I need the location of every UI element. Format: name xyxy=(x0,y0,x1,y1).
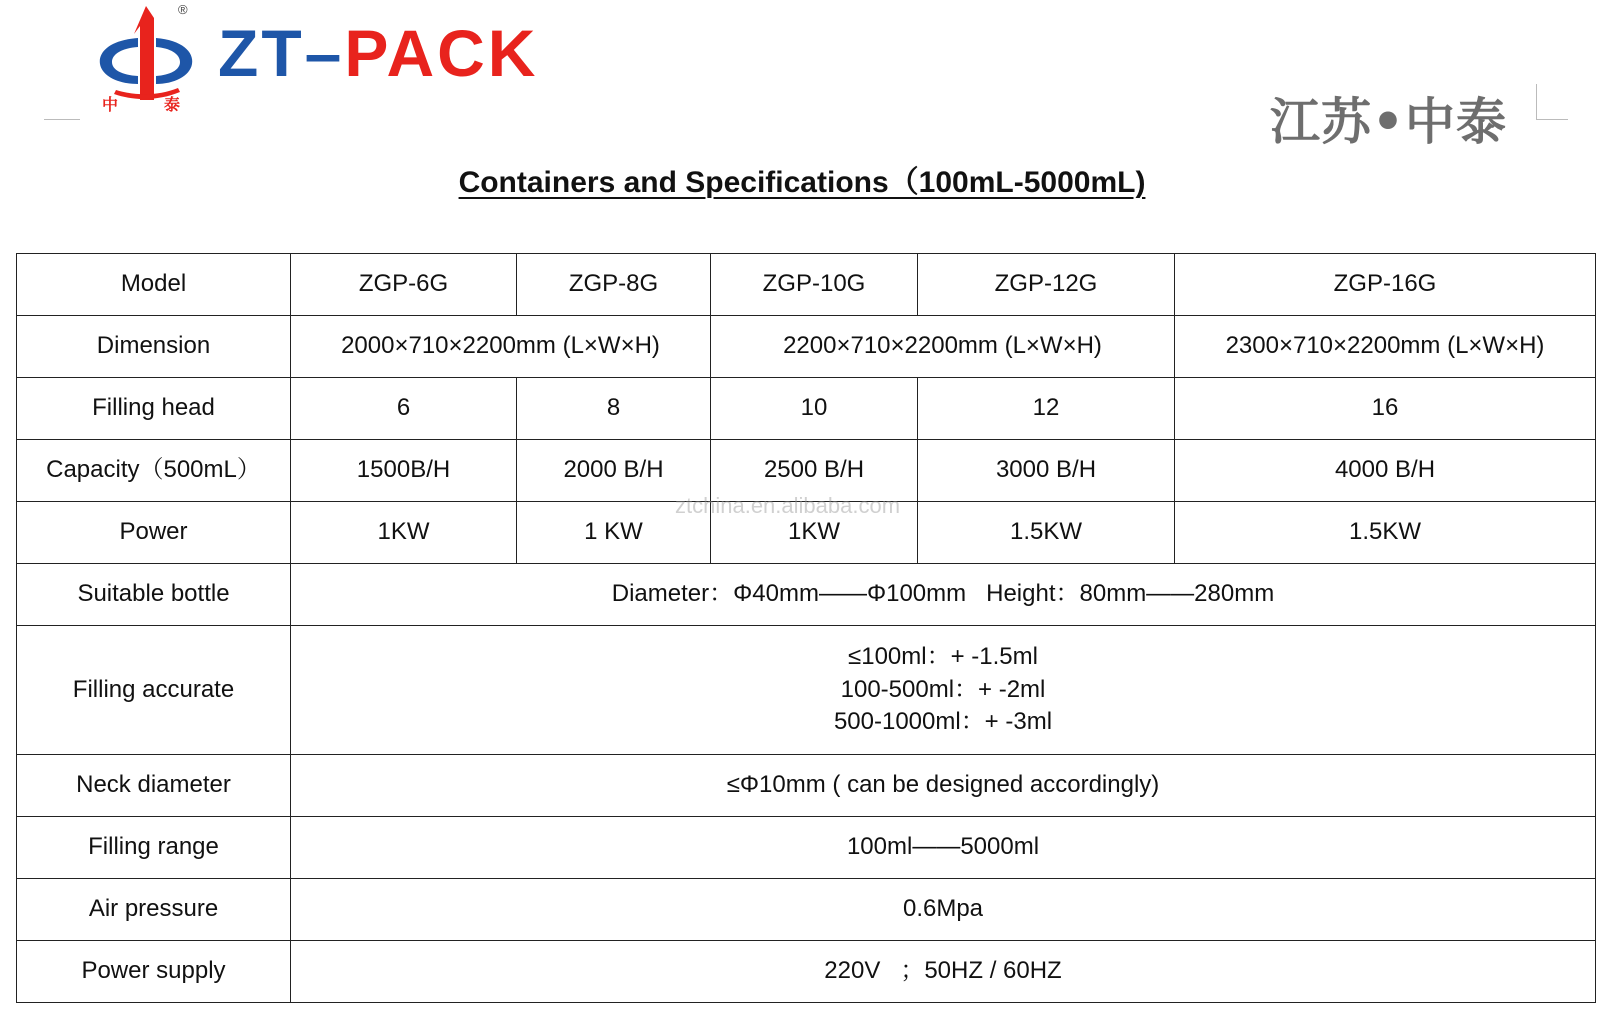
table-row xyxy=(17,316,1596,378)
dimension-cell: 2300×710×2200mm (L×W×H) xyxy=(1175,316,1596,378)
filling-accurate-line: 100-500ml：+ -2ml xyxy=(840,675,1046,703)
zt-logo-icon xyxy=(96,4,196,114)
header-rule-right xyxy=(1536,119,1568,120)
neck-diameter-cell: ≤Φ10mm ( can be designed accordingly) xyxy=(291,755,1596,817)
table-row xyxy=(17,254,1596,316)
power-cell: 1.5KW xyxy=(1175,502,1596,564)
model-cell: ZGP-12G xyxy=(918,254,1175,316)
filling-head-cell: 10 xyxy=(711,378,918,440)
filling-head-cell: 16 xyxy=(1175,378,1596,440)
table-row xyxy=(17,564,1596,626)
document-title xyxy=(0,168,1604,198)
power-supply-cell: 220V ；50HZ / 60HZ xyxy=(291,941,1596,1003)
row-label-dimension: Dimension xyxy=(17,316,291,378)
table-row xyxy=(17,626,1596,755)
filling-accurate-line: 500-1000ml：+ -3ml xyxy=(833,708,1053,736)
filling-accurate-cell xyxy=(291,626,1596,755)
logo-char-right: 泰 xyxy=(164,95,181,114)
dimension-cell: 2200×710×2200mm (L×W×H) xyxy=(711,316,1175,378)
filling-head-cell: 8 xyxy=(517,378,711,440)
capacity-cell: 2000 B/H xyxy=(517,440,711,502)
model-cell: ZGP-6G xyxy=(291,254,517,316)
row-label-neck-diameter: Neck diameter xyxy=(17,755,291,817)
row-label-capacity: Capacity（500mL） xyxy=(17,440,291,502)
power-cell: 1.5KW xyxy=(918,502,1175,564)
row-label-suitable-bottle: Suitable bottle xyxy=(17,564,291,626)
row-label-filling-range: Filling range xyxy=(17,817,291,879)
filling-head-cell: 6 xyxy=(291,378,517,440)
power-cell: 1KW xyxy=(291,502,517,564)
company-name-cn: 江苏•中泰 xyxy=(1270,93,1507,151)
watermark-text: ztchina.en.alibaba.com xyxy=(675,493,901,518)
filling-head-cell: 12 xyxy=(918,378,1175,440)
row-label-model: Model xyxy=(17,254,291,316)
capacity-cell: 3000 B/H xyxy=(918,440,1175,502)
capacity-cell: 1500B/H xyxy=(291,440,517,502)
table-row xyxy=(17,378,1596,440)
brand-zt: ZT xyxy=(218,16,305,90)
row-label-filling-head: Filling head xyxy=(17,378,291,440)
registered-mark: ® xyxy=(178,2,188,17)
header-rule-left xyxy=(44,119,80,120)
table-row xyxy=(17,879,1596,941)
table-row xyxy=(17,755,1596,817)
capacity-cell: 4000 B/H xyxy=(1175,440,1596,502)
model-cell: ZGP-10G xyxy=(711,254,918,316)
filling-range-cell: 100ml——5000ml xyxy=(291,817,1596,879)
dimension-cell: 2000×710×2200mm (L×W×H) xyxy=(291,316,711,378)
power-cell: 1 KW xyxy=(517,502,711,564)
brand-pack: PACK xyxy=(344,16,539,90)
table-row xyxy=(17,941,1596,1003)
row-label-filling-accurate: Filling accurate xyxy=(17,626,291,755)
spec-table xyxy=(16,253,1596,1003)
header-rule-right-vertical xyxy=(1536,84,1537,120)
brand-name xyxy=(218,16,539,90)
air-pressure-cell: 0.6Mpa xyxy=(291,879,1596,941)
row-label-power-supply: Power supply xyxy=(17,941,291,1003)
row-label-power: Power xyxy=(17,502,291,564)
model-cell: ZGP-8G xyxy=(517,254,711,316)
row-label-air-pressure: Air pressure xyxy=(17,879,291,941)
filling-accurate-line: ≤100ml：+ -1.5ml xyxy=(848,643,1038,671)
power-cell: 1KW xyxy=(711,502,918,564)
suitable-bottle-cell: Diameter：Φ40mm——Φ100mm Height：80mm——280mm xyxy=(291,564,1596,626)
capacity-cell: 2500 B/H xyxy=(711,440,918,502)
table-row xyxy=(17,817,1596,879)
document-title-text: Containers and Specifications（100mL-5000mL) xyxy=(458,166,1146,199)
logo-char-left: 中 xyxy=(102,95,119,114)
model-cell: ZGP-16G xyxy=(1175,254,1596,316)
brand-dash: – xyxy=(304,16,345,90)
